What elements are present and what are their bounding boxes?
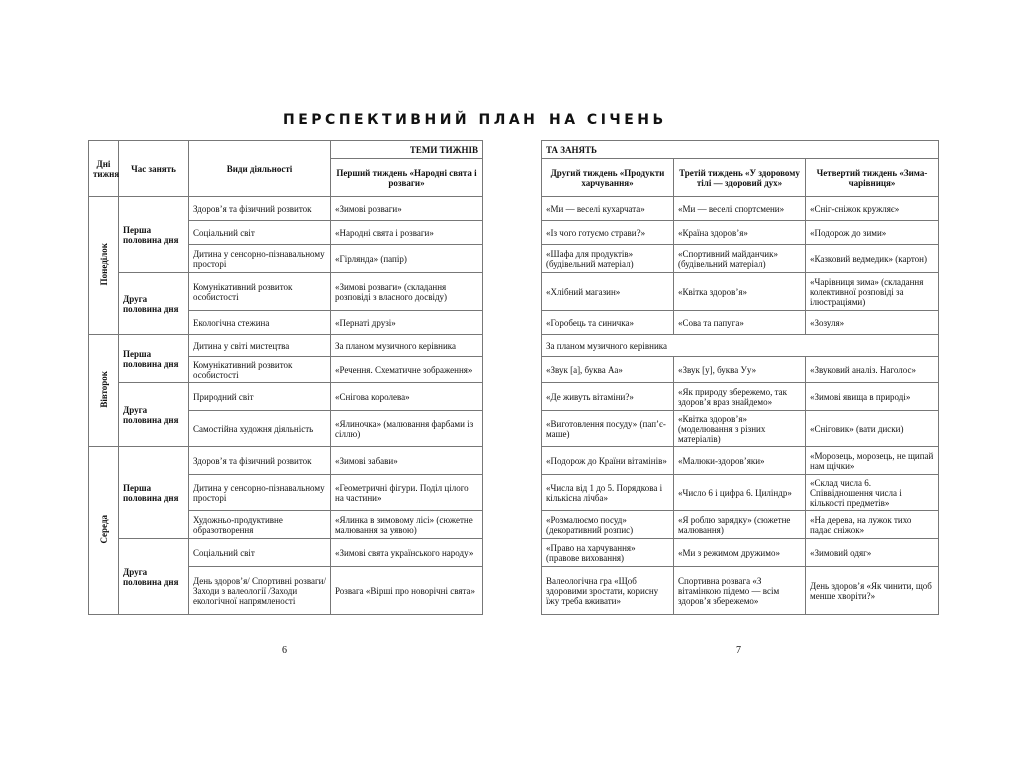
week1-cell: «Народні свята і розваги» [331,221,483,245]
activity-cell: Комунікативний розвиток особистості [189,273,331,311]
activity-cell: Дитина у сенсорно-пізнавальному просторі [189,475,331,511]
week3-cell: «Спортивний майданчик» (будівельний матеріал) [674,245,806,273]
week3-cell: «Сова та папуга» [674,311,806,335]
week1-cell: «Зимові свята українського народу» [331,539,483,567]
week4-cell: «Казковий ведмедик» (картон) [806,245,939,273]
week4-cell: «Зозуля» [806,311,939,335]
week2-cell: «Числа від 1 до 5. Порядкова і кількісна лічба» [542,475,674,511]
week1-cell: «Зимові забави» [331,447,483,475]
day-wednesday [89,447,119,615]
header-themes-cont: ТА ЗАНЯТЬ [542,141,939,159]
header-activity: Види діяльності [189,141,331,197]
half-label: Друга половина дня [119,539,189,615]
header-week4: Четвертий тиждень «Зима-чарівниця» [806,159,939,197]
activity-cell: Екологічна стежина [189,311,331,335]
right-page-title: НА СІЧЕНЬ [549,112,667,128]
week1-cell: «Пернаті друзі» [331,311,483,335]
activity-cell: Самостійна художня діяльність [189,411,331,447]
week3-cell: «Звук [у], буква Уу» [674,357,806,383]
week2-cell: «Хлібний магазин» [542,273,674,311]
header-time: Час занять [119,141,189,197]
activity-cell: Дитина у сенсорно-пізнавальному просторі [189,245,331,273]
week2-cell: Валеологічна гра «Щоб здоровими зростати, корисну їжу треба вживати» [542,567,674,615]
week4-cell: «Сніг-сніжок кружляє» [806,197,939,221]
week2-cell: «Звук [а], буква Аа» [542,357,674,383]
header-week1: Перший тиждень «Народні свята і розваги» [331,159,483,197]
week3-cell: «Я роблю зарядку» (сюжетне малювання) [674,511,806,539]
header-day: Дні тижня [89,141,119,197]
activity-cell: Комунікативний розвиток особистості [189,357,331,383]
week3-cell: «Число 6 і цифра 6. Циліндр» [674,475,806,511]
week1-cell: «Зимові розваги» (складання розповіді з власного досвіду) [331,273,483,311]
header-week3: Третій тиждень «У здоровому тілі — здоровий дух» [674,159,806,197]
header-themes: ТЕМИ ТИЖНІВ [331,141,483,159]
week2-cell: «Горобець та синичка» [542,311,674,335]
week3-cell: «Квітка здоров’я» [674,273,806,311]
week4-cell: «Зимові явища в природі» [806,383,939,411]
week2-cell: «Ми — веселі кухарчата» [542,197,674,221]
week1-cell: За планом музичного керівника [331,335,483,357]
activity-cell: День здоров’я/ Спортивні розваги/ Заходи з валеології /Заходи екологічної напрямленості [189,567,331,615]
week4-cell: «Зимовий одяг» [806,539,939,567]
week4-cell: «Звуковий аналіз. Наголос» [806,357,939,383]
activity-cell: Здоров’я та фізичний розвиток [189,197,331,221]
week2-cell: «Де живуть вітаміни?» [542,383,674,411]
day-tuesday [89,335,119,447]
week3-cell: «Як природу збережемо, так здоров’я враз знайдемо» [674,383,806,411]
merged-cell: За планом музичного керівника [542,335,939,357]
week2-cell: «Із чого готуємо страви?» [542,221,674,245]
half-label: Перша половина дня [119,335,189,383]
day-label: Середа [98,515,109,544]
week2-cell: «Розмалюємо посуд» (декоративний розпис) [542,511,674,539]
week3-cell: «Квітка здоров’я» (моделювання з різних матеріалів) [674,411,806,447]
page-number-left: 6 [282,645,287,656]
week1-cell: «Ялинка в зимовому лісі» (сюжетне малювання за уявою) [331,511,483,539]
activity-cell: Дитина у світі мистецтва [189,335,331,357]
half-label: Перша половина дня [119,447,189,539]
week3-cell: Спортивна розвага «З вітамінкою підемо — всім здоров’я збережемо» [674,567,806,615]
week4-cell: День здоров’я «Як чинити, щоб менше хворіти?» [806,567,939,615]
week1-cell: Розвага «Вірші про новорічні свята» [331,567,483,615]
activity-cell: Соціальний світ [189,539,331,567]
week1-cell: «Снігова королева» [331,383,483,411]
week3-cell: «Малюки-здоров’яки» [674,447,806,475]
activity-cell: Природний світ [189,383,331,411]
left-plan-table [88,140,483,615]
header-week2: Другий тиждень «Продукти харчування» [542,159,674,197]
week2-cell: «Право на харчування» (правове виховання) [542,539,674,567]
half-label: Перша половина дня [119,197,189,273]
week3-cell: «Ми — веселі спортсмени» [674,197,806,221]
week3-cell: «Країна здоров’я» [674,221,806,245]
week3-cell: «Ми з режимом дружимо» [674,539,806,567]
week4-cell: «Подорож до зими» [806,221,939,245]
week1-cell: «Геометричні фігури. Поділ цілого на частини» [331,475,483,511]
day-label: Понеділок [98,243,109,286]
week4-cell: «Сніговик» (вати диски) [806,411,939,447]
week1-cell: «Зимові розваги» [331,197,483,221]
page-number-right: 7 [736,645,741,656]
right-plan-table [541,140,939,615]
week4-cell: «Чарівниця зима» (складання колективної розповіді за ілюстраціями) [806,273,939,311]
week2-cell: «Шафа для продуктів» (будівельний матеріал) [542,245,674,273]
half-label: Друга половина дня [119,383,189,447]
day-label: Вівторок [98,371,109,408]
half-label: Друга половина дня [119,273,189,335]
week1-cell: «Речення. Схематичне зображення» [331,357,483,383]
week2-cell: «Подорож до Країни вітамінів» [542,447,674,475]
week4-cell: «На дерева, на лужок тихо падає сніжок» [806,511,939,539]
activity-cell: Здоров’я та фізичний розвиток [189,447,331,475]
activity-cell: Художньо-продуктивне образотворення [189,511,331,539]
week4-cell: «Морозець, морозець, не щипай нам щічки» [806,447,939,475]
left-page-title: ПЕРСПЕКТИВНИЙ ПЛАН [283,112,539,128]
week1-cell: «Гірлянда» (папір) [331,245,483,273]
week1-cell: «Ялиночка» (малювання фарбами із сіллю) [331,411,483,447]
week4-cell: «Склад числа 6. Співвідношення числа і кількості предметів» [806,475,939,511]
week2-cell: «Виготовлення посуду» (пап’є-маше) [542,411,674,447]
activity-cell: Соціальний світ [189,221,331,245]
day-monday [89,197,119,335]
